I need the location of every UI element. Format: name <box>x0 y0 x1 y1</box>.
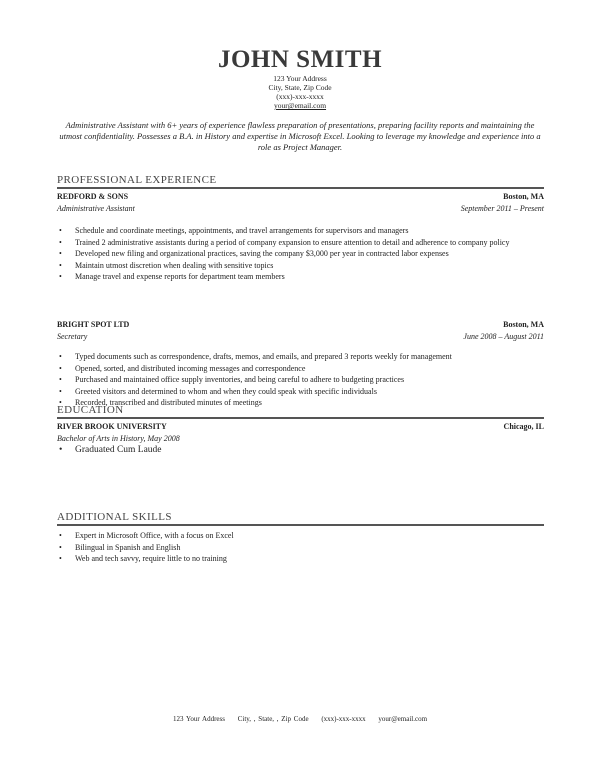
job-role: Secretary <box>57 332 88 341</box>
section-title-education: EDUCATION <box>57 404 544 419</box>
job-bullets <box>57 225 544 283</box>
company-name: BRIGHT SPOT LTD <box>57 320 130 329</box>
phone-line: (xxx)-xxx-xxxx <box>276 92 324 101</box>
job-bullets <box>57 351 544 409</box>
section-title-skills: ADDITIONAL SKILLS <box>57 511 544 526</box>
list-item: • Opened, sorted, and distributed incoming messages and correspondence <box>57 363 544 375</box>
job-location: Boston, MA <box>503 320 544 329</box>
page-footer <box>0 715 600 723</box>
footer-email: your@email.com <box>378 715 428 723</box>
footer-phone: (xxx)-xxx-xxxx <box>321 715 366 723</box>
list-item: • Maintain utmost discretion when dealing with sensitive topics <box>57 260 544 272</box>
email-link[interactable]: your@email.com <box>273 101 327 110</box>
list-item: • Recorded, transcribed and distributed minutes of meetings <box>57 397 544 409</box>
education-bullets <box>57 444 544 456</box>
job-dates: September 2011 – Present <box>460 204 544 213</box>
list-item: • Greeted visitors and determined to whom and when they could speak with specific individuals <box>57 386 544 398</box>
footer-city-line: City, , State, , Zip Code <box>237 715 309 723</box>
job-role: Administrative Assistant <box>57 204 135 213</box>
list-item: • Typed documents such as correspondence, drafts, memos, and emails, and prepared 3 reports weekly for management <box>57 351 544 363</box>
list-item: • Purchased and maintained office supply inventories, and being careful to adhere to budgeting practices <box>57 374 544 386</box>
list-item: • Expert in Microsoft Office, with a focus on Excel <box>57 530 544 542</box>
company-name: REDFORD & SONS <box>57 192 129 201</box>
list-item: • Manage travel and expense reports for department team members <box>57 271 544 283</box>
list-item: • Web and tech savvy, require little to no training <box>57 553 544 565</box>
contact-block <box>0 74 600 110</box>
section-title-experience: PROFESSIONAL EXPERIENCE <box>57 174 544 189</box>
job-dates: June 2008 – August 2011 <box>463 332 544 341</box>
skills-bullets <box>57 530 544 565</box>
job-location: Boston, MA <box>503 192 544 201</box>
list-item: • Developed new filing and organizational practices, saving the company $3,000 per year in contracted labor expenses <box>57 248 544 260</box>
candidate-name: JOHN SMITH <box>217 46 383 73</box>
list-item: • Graduated Cum Laude <box>57 444 544 456</box>
summary-paragraph: Administrative Assistant with 6+ years of experience flawless preparation of presentations, preparing facility reports and maintaining the utmost confidentiality. Possesses a B.A. in History and expertise in Microsoft Excel. Looking to leverage my knowledge and experience into a role as Project Manager. <box>59 120 541 152</box>
list-item: • Trained 2 administrative assistants during a period of company expansion to ensure attention to detail and adherence to company policy <box>57 237 544 249</box>
list-item: • Schedule and coordinate meetings, appointments, and travel arrangements for supervisors and managers <box>57 225 544 237</box>
school-name: RIVER BROOK UNIVERSITY <box>57 422 167 431</box>
footer-address: 123 Your Address <box>172 715 225 723</box>
school-location: Chicago, IL <box>503 422 544 431</box>
degree-text: Bachelor of Arts in History, May 2008 <box>57 434 180 443</box>
city-line: City, State, Zip Code <box>268 83 332 92</box>
list-item: • Bilingual in Spanish and English <box>57 542 544 554</box>
address-line: 123 Your Address <box>273 74 327 83</box>
